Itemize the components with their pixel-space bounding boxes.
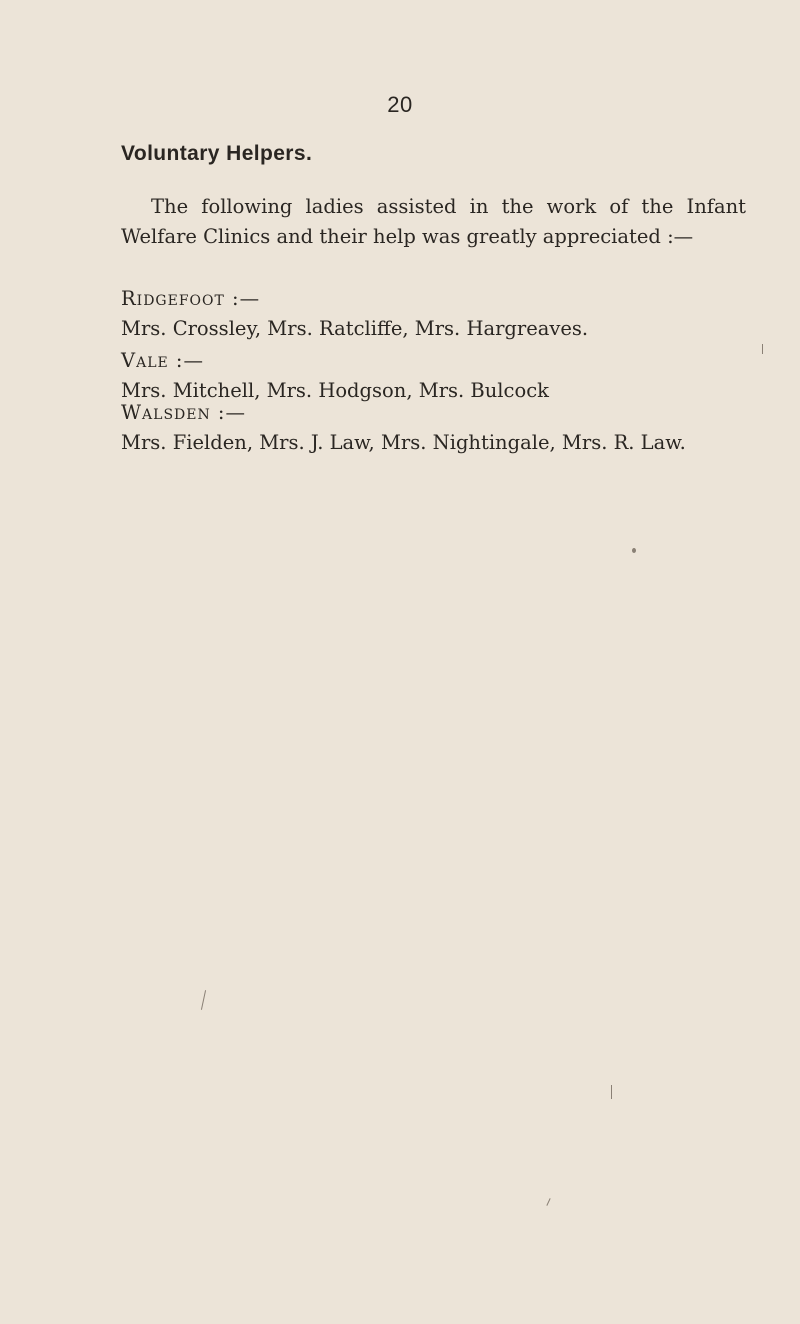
district-helpers: Mrs. Mitchell, Mrs. Hodgson, Mrs. Bulcock bbox=[121, 379, 549, 402]
paper-speck bbox=[546, 1198, 550, 1206]
paper-speck bbox=[201, 990, 206, 1010]
district-name: Walsden :— bbox=[121, 401, 247, 424]
district-helpers: Mrs. Crossley, Mrs. Ratcliffe, Mrs. Hargreaves. bbox=[121, 317, 589, 340]
district-ridgefoot bbox=[121, 284, 761, 344]
district-vale bbox=[121, 346, 761, 406]
intro-paragraph: The following ladies assisted in the work of the Infant Welfare Clinics and their help was greatly appreciated :— bbox=[121, 195, 746, 248]
paper-speck bbox=[762, 344, 763, 354]
section-heading: Voluntary Helpers. bbox=[121, 142, 313, 165]
district-helpers: Mrs. Fielden, Mrs. J. Law, Mrs. Nightingale, Mrs. R. Law. bbox=[121, 431, 686, 454]
district-name: Ridgefoot :— bbox=[121, 287, 261, 310]
paper-speck bbox=[611, 1085, 612, 1099]
page-number: 20 bbox=[387, 92, 413, 117]
paper-speck bbox=[632, 548, 636, 553]
district-walsden bbox=[121, 398, 761, 458]
district-name: Vale :— bbox=[121, 349, 204, 372]
